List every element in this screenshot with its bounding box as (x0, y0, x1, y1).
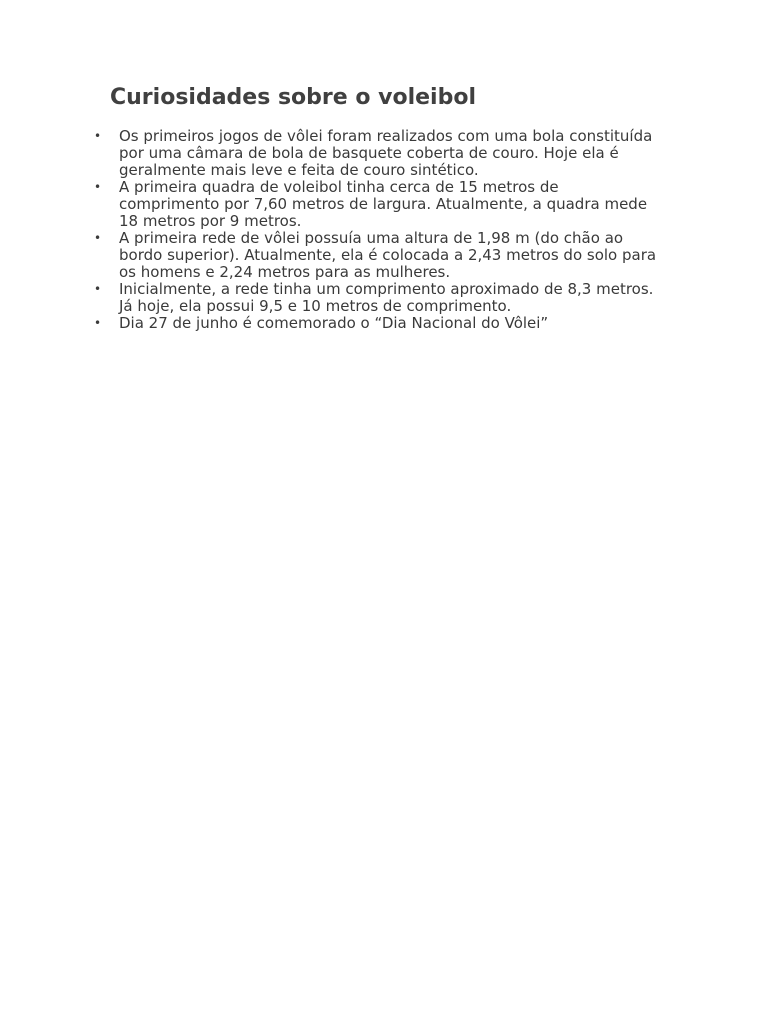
list-item-text: Dia 27 de junho é comemorado o “Dia Nacional do Vôlei” (119, 314, 549, 332)
bullet-icon: • (94, 231, 102, 245)
list-item (0, 281, 659, 315)
page-title: Curiosidades sobre o voleibol (110, 85, 476, 110)
list-item (0, 315, 659, 332)
list-item-text: A primeira rede de vôlei possuía uma altura de 1,98 m (do chão ao bordo superior). Atualmente, ela é colocada a 2,43 metros do solo para os homens e 2,24 metros para as mulheres. (119, 229, 657, 281)
bullet-icon: • (94, 316, 102, 330)
list-item (0, 128, 659, 179)
bullet-icon: • (94, 129, 102, 143)
list-item-text: Inicialmente, a rede tinha um comprimento aproximado de 8,3 metros. Já hoje, ela possui 9,5 e 10 metros de comprimento. (119, 280, 654, 315)
bullet-icon: • (94, 180, 102, 194)
list-item-text: A primeira quadra de voleibol tinha cerca de 15 metros de comprimento por 7,60 metros de largura. Atualmente, a quadra mede 18 metros por 9 metros. (119, 178, 648, 230)
list-item (0, 179, 659, 230)
curiosities-list (0, 128, 768, 332)
bullet-icon: • (94, 282, 102, 296)
list-item (0, 230, 659, 281)
list-item-text: Os primeiros jogos de vôlei foram realizados com uma bola constituída por uma câmara de bola de basquete coberta de couro. Hoje ela é geralmente mais leve e feita de couro sintético. (119, 127, 653, 179)
